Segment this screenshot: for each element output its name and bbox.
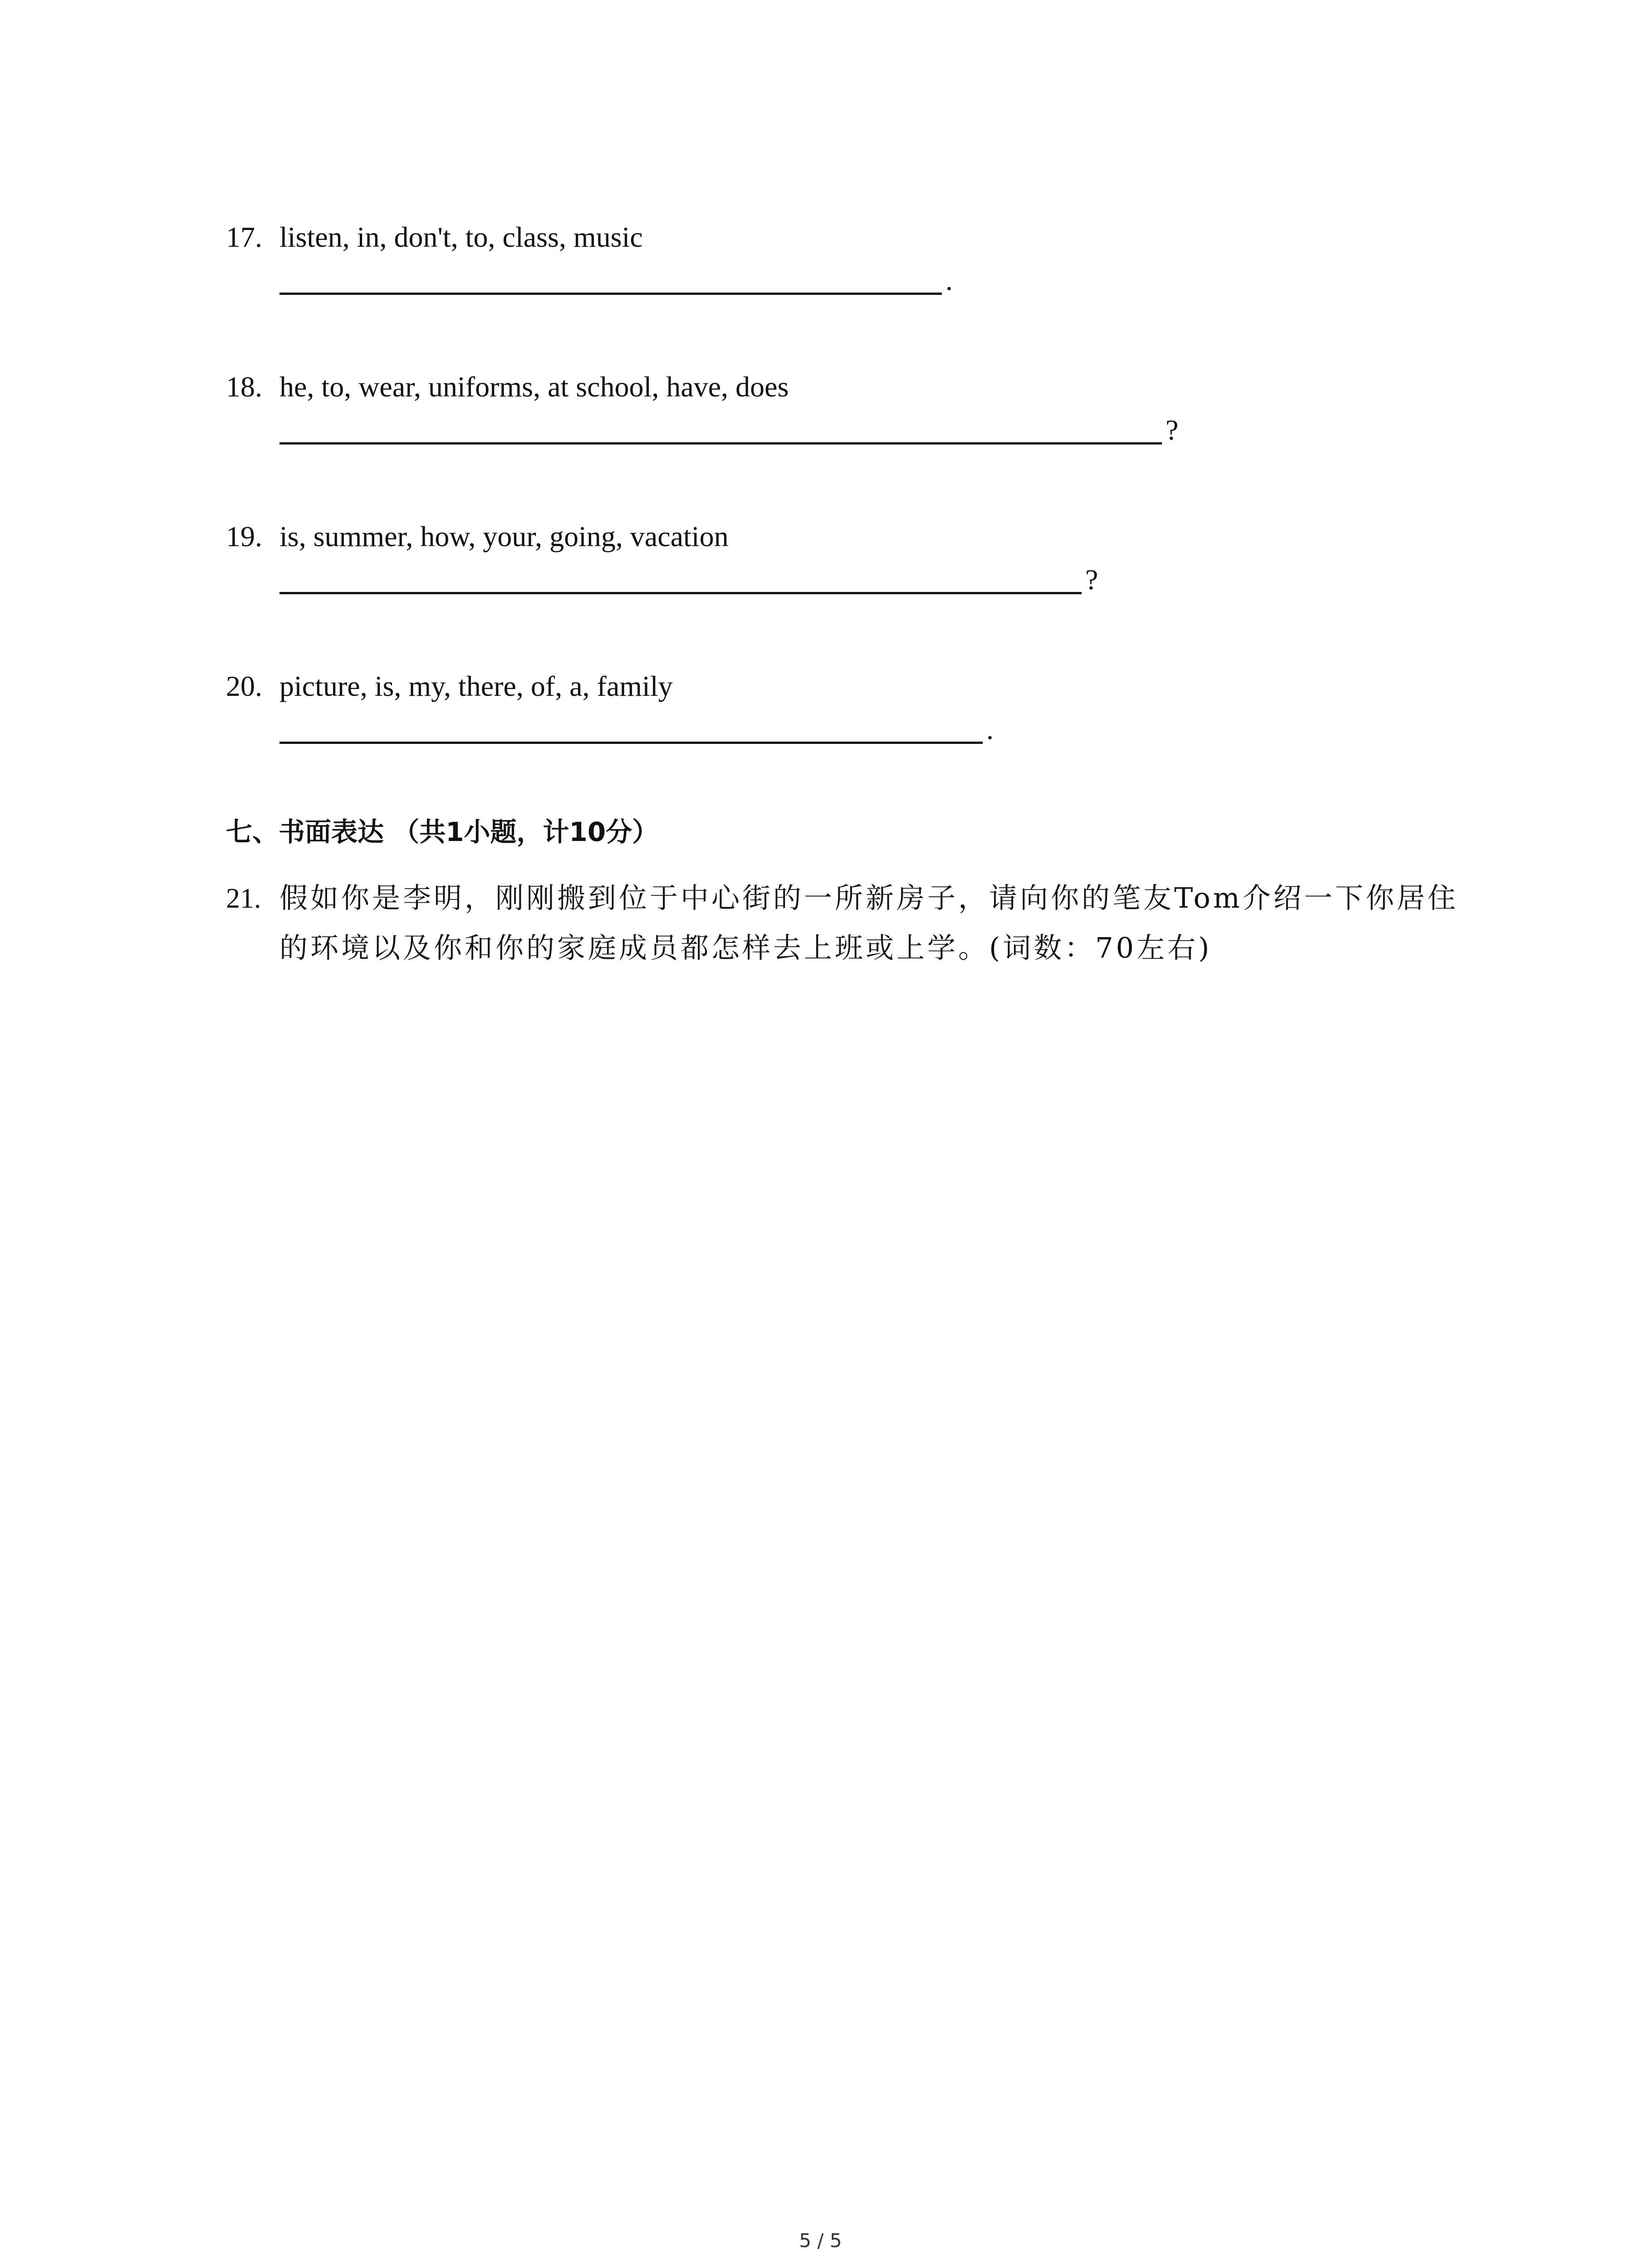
- answer-row: [279, 415, 1178, 445]
- answer-blank[interactable]: [279, 415, 1162, 445]
- question-19: [226, 519, 1098, 596]
- writing-prompt: [279, 873, 1459, 973]
- end-punctuation: ?: [1166, 414, 1179, 446]
- page-number: 5 / 5: [799, 2229, 842, 2252]
- prompt-line-2: 的环境以及你和你的家庭成员都怎样去上班或上学。(词数：70左右): [279, 931, 1212, 964]
- answer-row: [279, 714, 994, 744]
- question-17: [226, 220, 953, 296]
- question-21: [226, 873, 1459, 973]
- question-number: 17.: [226, 221, 262, 253]
- answer-blank[interactable]: [279, 565, 1082, 594]
- answer-blank[interactable]: [279, 714, 983, 744]
- question-18: [226, 370, 1179, 446]
- answer-blank[interactable]: [279, 265, 942, 295]
- scrambled-words: picture, is, my, there, of, a, family: [279, 670, 673, 702]
- question-number: 18.: [226, 371, 262, 403]
- scrambled-words: is, summer, how, your, going, vacation: [279, 520, 729, 552]
- scrambled-words: he, to, wear, uniforms, at school, have, does: [279, 371, 789, 403]
- question-number: 19.: [226, 520, 262, 552]
- question-number: 21.: [226, 883, 261, 914]
- answer-row: [279, 565, 1098, 594]
- end-punctuation: .: [986, 713, 994, 745]
- scrambled-words: listen, in, don't, to, class, music: [279, 221, 643, 253]
- section-heading: 七、书面表达 （共1小题，计10分）: [226, 816, 659, 847]
- end-punctuation: .: [945, 264, 953, 296]
- question-number: 20.: [226, 670, 262, 702]
- question-20: [226, 669, 994, 745]
- end-punctuation: ?: [1085, 563, 1098, 596]
- answer-row: [279, 265, 953, 295]
- prompt-line-1: 假如你是李明，刚刚搬到位于中心街的一所新房子，请向你的笔友Tom介绍一下你居住: [279, 881, 1459, 914]
